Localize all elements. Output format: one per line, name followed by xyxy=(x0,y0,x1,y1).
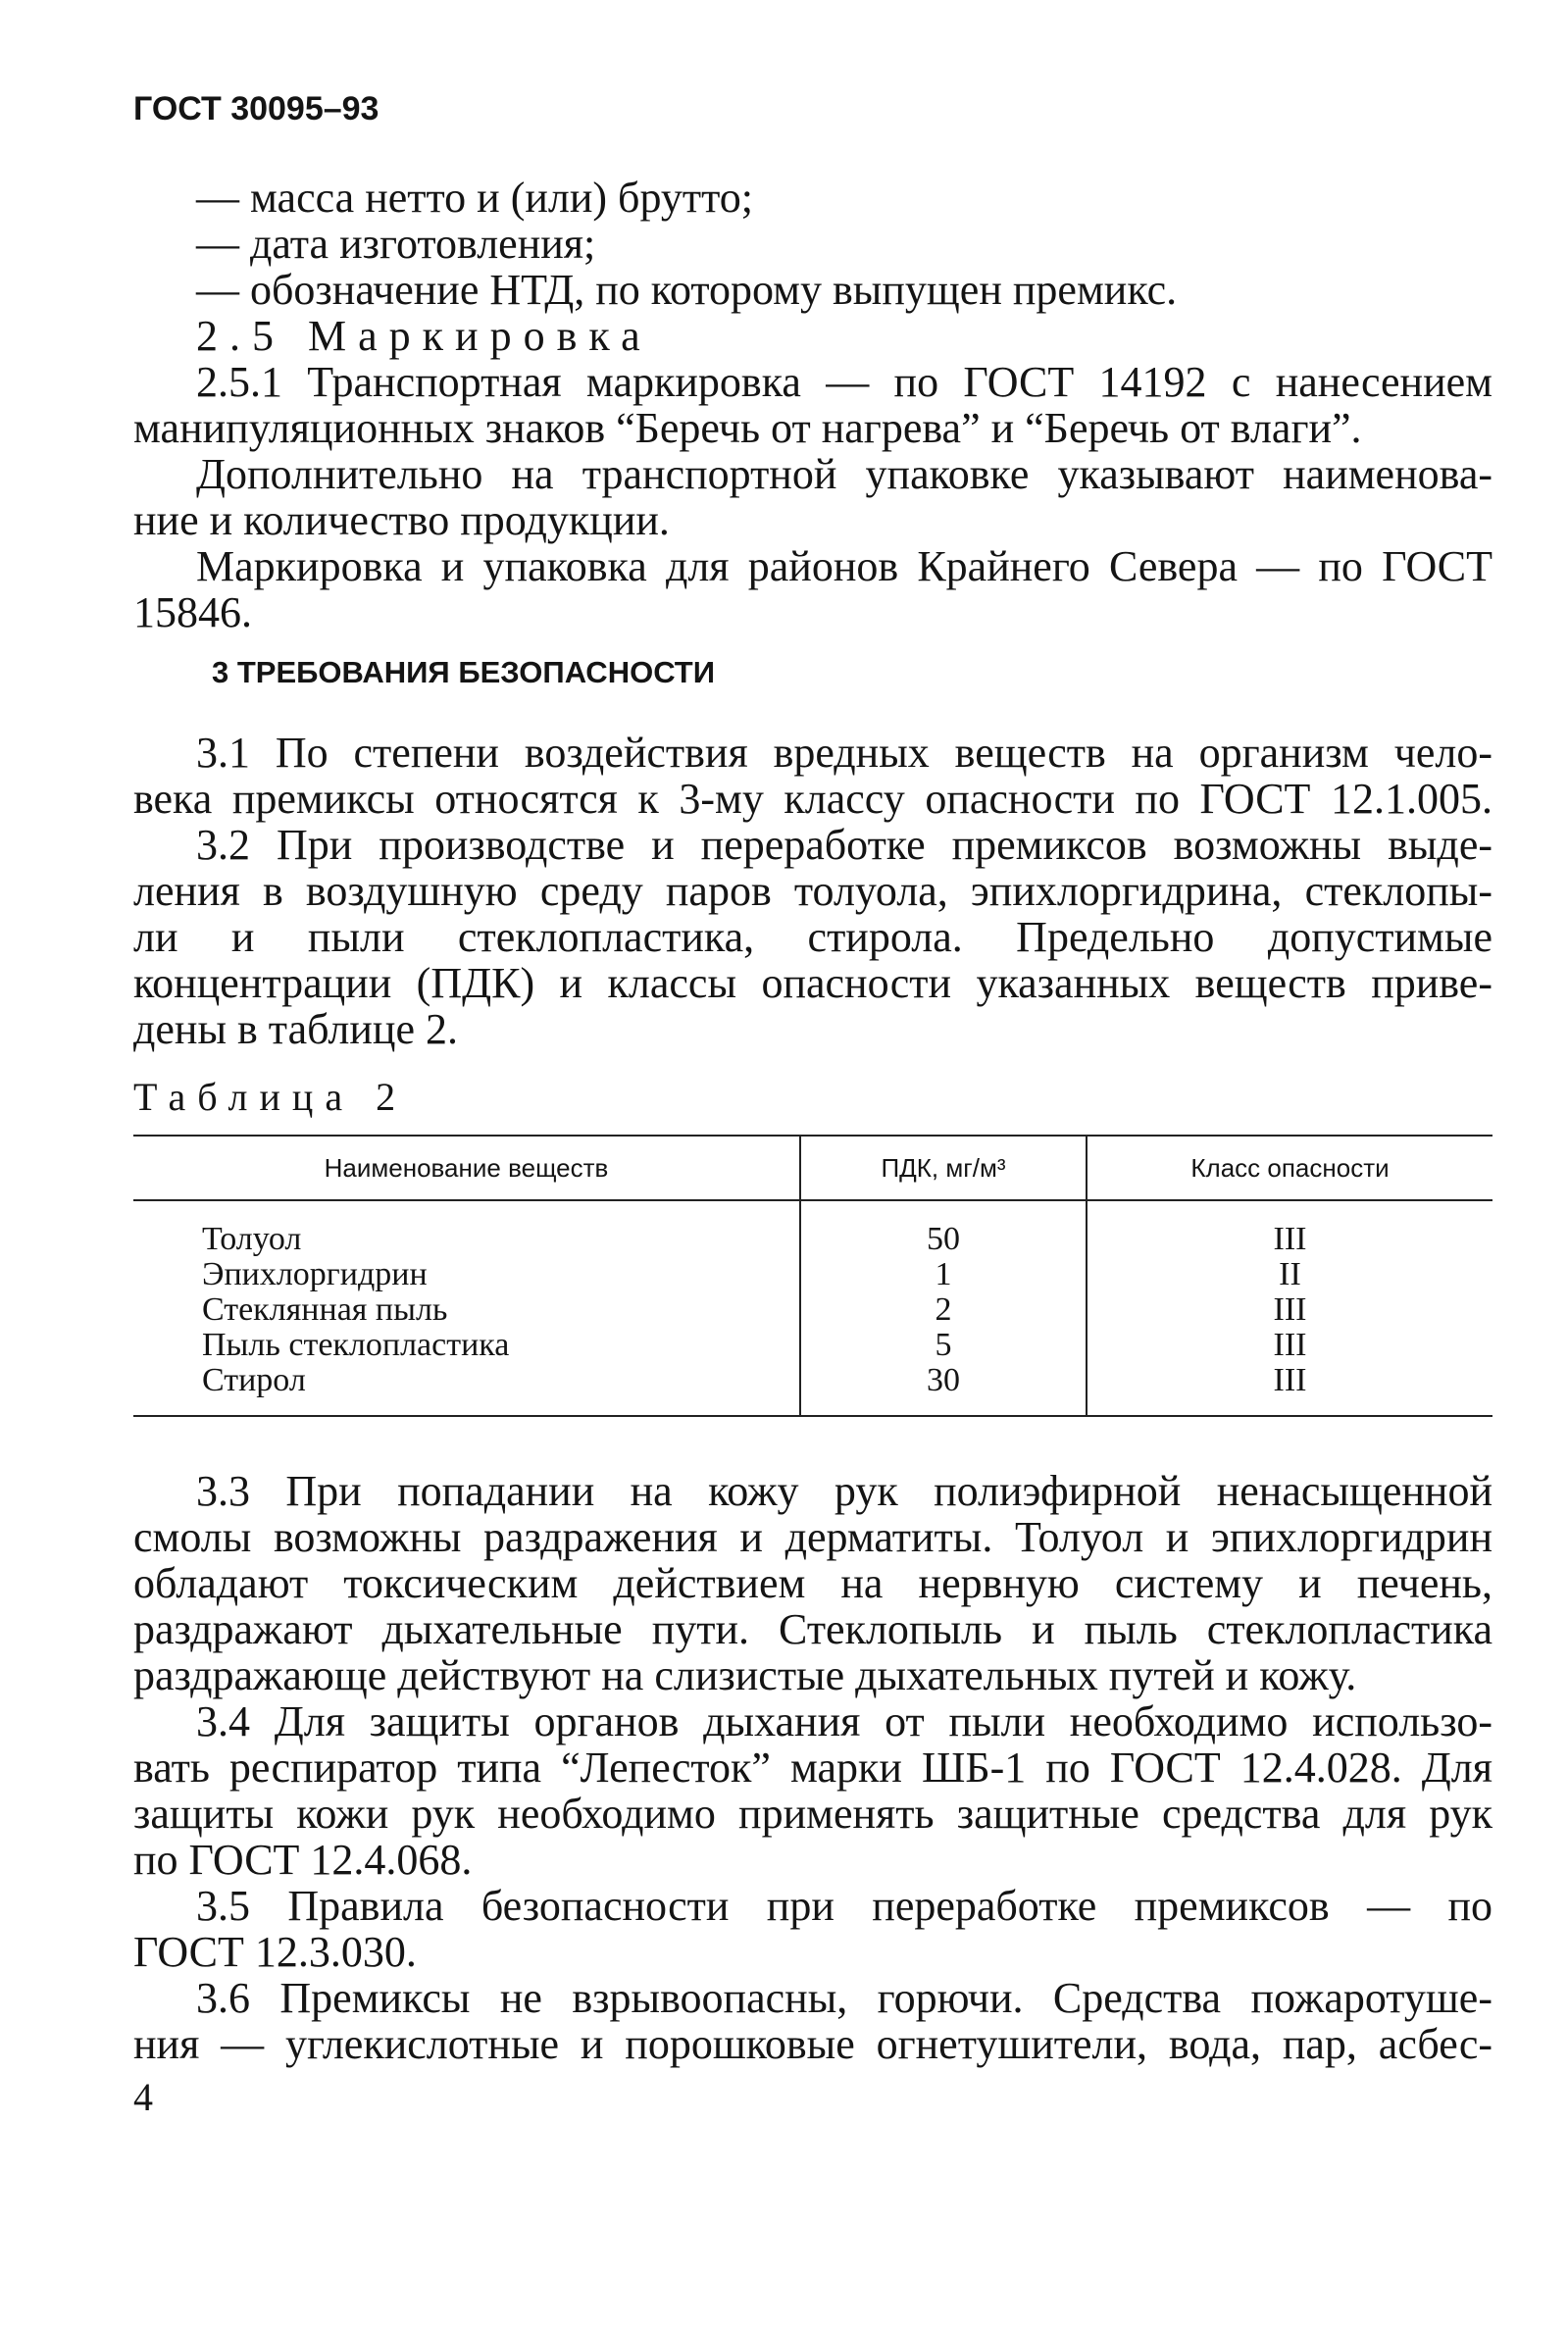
paragraph-line: дены в таблице 2. xyxy=(133,1005,458,1053)
list-item: — дата изготовления; xyxy=(196,220,596,268)
paragraph-line: по ГОСТ 12.4.068. xyxy=(133,1836,473,1884)
document-header: ГОСТ 30095–93 xyxy=(133,90,379,127)
table-cell-hazard-class: III xyxy=(1273,1291,1307,1328)
table-header-pdk: ПДК, мг/м³ xyxy=(881,1153,1006,1183)
paragraph-line: века премиксы относятся к 3-му классу опасности по ГОСТ 12.1.005. xyxy=(133,775,1492,823)
table-cell-hazard-class: III xyxy=(1273,1362,1307,1398)
paragraph-line: 3.5 Правила безопасности при переработке премиксов — по xyxy=(196,1882,1492,1930)
paragraph-line: концентрации (ПДК) и классы опасности указанных веществ приве- xyxy=(133,959,1492,1007)
paragraph-line: 2.5.1 Транспортная маркировка — по ГОСТ 14192 с нанесением xyxy=(196,358,1492,406)
list-item: — обозначение НТД, по которому выпущен премикс. xyxy=(196,266,1178,314)
table-cell-pdk: 5 xyxy=(935,1327,952,1363)
paragraph-line: смолы возможны раздражения и дерматиты. Толуол и эпихлоргидрин xyxy=(133,1513,1492,1561)
table-cell-substance: Стирол xyxy=(202,1362,306,1398)
paragraph-line: вать респиратор типа “Лепесток” марки ШБ-1 по ГОСТ 12.4.028. Для xyxy=(133,1744,1492,1792)
paragraph-line: ления в воздушную среду паров толуола, эпихлоргидрина, стеклопы- xyxy=(133,867,1492,915)
table-header-substance: Наименование веществ xyxy=(324,1153,609,1183)
paragraph-line: обладают токсическим действием на нервную систему и печень, xyxy=(133,1559,1492,1607)
table-cell-hazard-class: II xyxy=(1279,1256,1301,1292)
table-cell-pdk: 30 xyxy=(927,1362,960,1398)
paragraph-line: ния — углекислотные и порошковые огнетушители, вода, пар, асбес- xyxy=(133,2020,1492,2068)
paragraph-line: ГОСТ 12.3.030. xyxy=(133,1928,417,1976)
list-item: — масса нетто и (или) брутто; xyxy=(196,174,753,222)
paragraph-line: раздражают дыхательные пути. Стеклопыль и пыль стеклопластика xyxy=(133,1605,1492,1653)
paragraph-line: защиты кожи рук необходимо применять защитные средства для рук xyxy=(133,1790,1492,1838)
paragraph-line: 3.3 При попадании на кожу рук полиэфирной ненасыщенной xyxy=(196,1467,1492,1515)
table-cell-hazard-class: III xyxy=(1273,1327,1307,1363)
paragraph-line: 3.6 Премиксы не взрывоопасны, горючи. Средства пожаротуше- xyxy=(196,1974,1492,2022)
paragraph-line: 3.2 При производстве и переработке премиксов возможны выде- xyxy=(196,821,1492,869)
paragraph-line: ние и количество продукции. xyxy=(133,496,670,544)
table-header-rule xyxy=(133,1199,1492,1201)
paragraph-line: 3.1 По степени воздействия вредных веществ на организм чело- xyxy=(196,729,1492,777)
paragraph-line: манипуляционных знаков “Беречь от нагрева” и “Беречь от влаги”. xyxy=(133,404,1362,452)
table-header-hazard-class: Класс опасности xyxy=(1190,1153,1390,1183)
table-cell-pdk: 50 xyxy=(927,1221,960,1257)
table-cell-hazard-class: III xyxy=(1273,1221,1307,1257)
table-cell-pdk: 2 xyxy=(935,1291,952,1328)
paragraph-line: ли и пыли стеклопластика, стирола. Предельно допустимые xyxy=(133,913,1492,961)
table-cell-substance: Пыль стеклопластика xyxy=(202,1327,510,1363)
paragraph-line: 3.4 Для защиты органов дыхания от пыли необходимо использо- xyxy=(196,1697,1492,1745)
paragraph-line: 15846. xyxy=(133,588,252,636)
table-bottom-rule xyxy=(133,1415,1492,1417)
paragraph-line: Маркировка и упаковка для районов Крайнего Севера — по ГОСТ xyxy=(196,542,1492,590)
table-caption: Таблица 2 xyxy=(133,1075,408,1119)
table-cell-pdk: 1 xyxy=(935,1256,952,1292)
table-cell-substance: Толуол xyxy=(202,1221,302,1257)
page-number: 4 xyxy=(133,2075,153,2119)
paragraph-line: Дополнительно на транспортной упаковке указывают наименова- xyxy=(196,450,1492,498)
table-top-rule xyxy=(133,1135,1492,1137)
paragraph-line: раздражающе действуют на слизистые дыхательных путей и кожу. xyxy=(133,1651,1357,1699)
section-3-heading: 3 ТРЕБОВАНИЯ БЕЗОПАСНОСТИ xyxy=(212,655,716,689)
section-2-5-title: 2.5 Маркировка xyxy=(196,312,652,360)
table-cell-substance: Стеклянная пыль xyxy=(202,1291,448,1328)
table-cell-substance: Эпихлоргидрин xyxy=(202,1256,428,1292)
